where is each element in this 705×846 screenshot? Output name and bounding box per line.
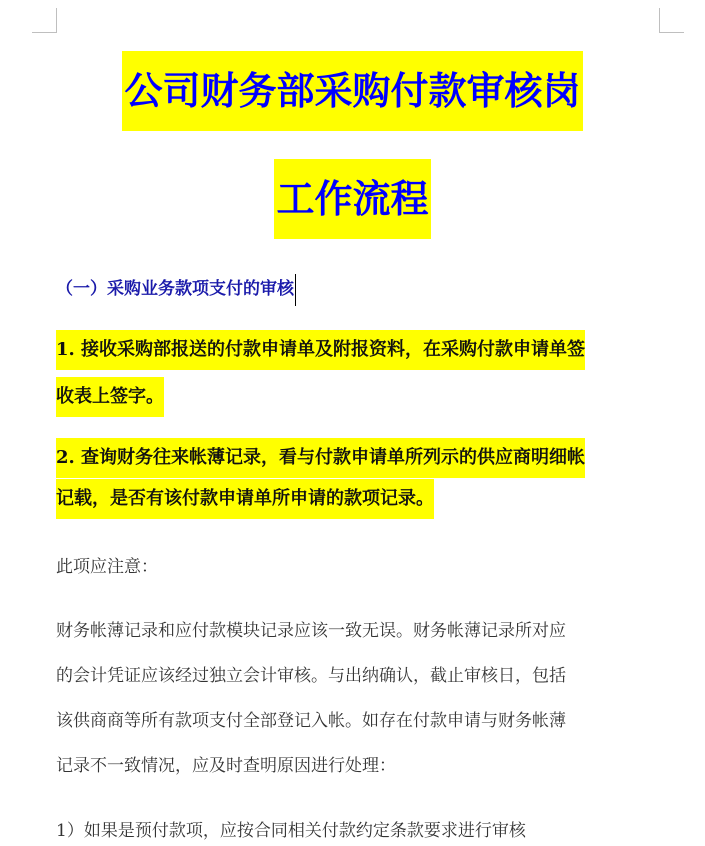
page-corner-mark-top-right xyxy=(659,8,684,33)
document-title-line-1-container xyxy=(0,51,705,131)
document-title-line-2: 工作流程 xyxy=(274,159,430,239)
text-cursor xyxy=(295,274,296,306)
item-2-line-2: 记载，是否有该付款申请单所申请的款项记录。 xyxy=(56,479,434,519)
paragraph-line: 的会计凭证应该经过独立会计审核。与出纳确认，截止审核日，包括 xyxy=(56,666,566,686)
section-heading-text: （一）采购业务款项支付的审核 xyxy=(56,279,294,299)
sub-item-1: 1）如果是预付款项，应按合同相关付款约定条款要求进行审核 xyxy=(56,821,526,841)
paragraph-line: 财务帐薄记录和应付款模块记录应该一致无误。财务帐薄记录所对应 xyxy=(56,621,566,641)
document-title-line-2-container xyxy=(0,159,705,239)
item-1-line-1: 1. 接收采购部报送的付款申请单及附报资料，在采购付款申请单签 xyxy=(56,330,585,370)
note-label: 此项应注意： xyxy=(56,557,158,577)
paragraph-line: 记录不一致情况，应及时查明原因进行处理： xyxy=(56,756,396,776)
paragraph-line: 该供商商等所有款项支付全部登记入帐。如存在付款申请与财务帐薄 xyxy=(56,711,566,731)
page-corner-mark-top-left xyxy=(32,8,57,33)
item-2-line-1: 2. 查询财务往来帐薄记录，看与付款申请单所列示的供应商明细帐 xyxy=(56,438,585,478)
section-heading[interactable] xyxy=(56,270,296,308)
item-1-line-2: 收表上签字。 xyxy=(56,377,164,417)
document-title-line-1: 公司财务部采购付款审核岗 xyxy=(122,51,582,131)
